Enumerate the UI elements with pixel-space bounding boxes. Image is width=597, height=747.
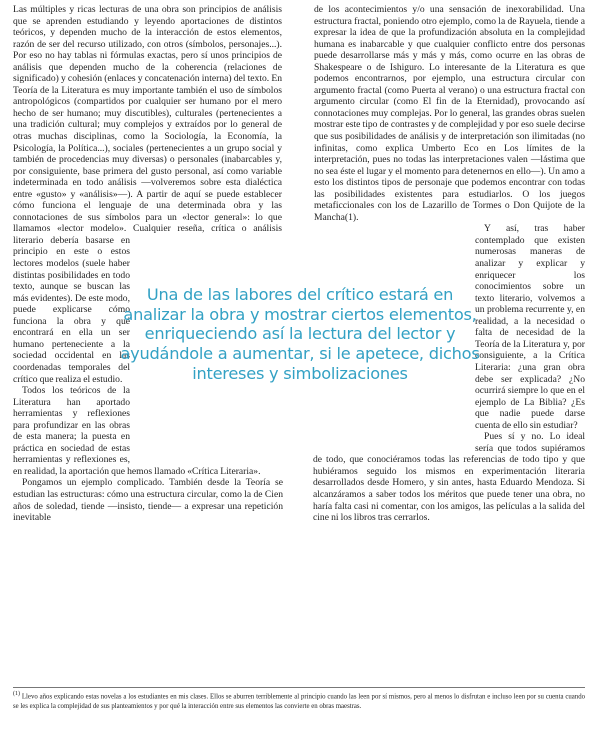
- paragraph: de los acontecimientos y/o una sensación de inexorabilidad. Una estructura fractal, poniendo otro ejemplo, como la de Rayuela, tiende a expresar la idea de que la profundización absoluta en la complejidad humana es inabarcable y que cualquier conflicto entre dos personas puede desarrollarse más y más y más, como ocurre en las obras de Shakespeare o de Ishiguro. Lo interesante de la Literatura es que podemos encontrarnos, por ejemplo, una estructura circular con argumento fractal (como Puerta al verano) o una estructura fractal con argumento circular (como El fin de la Eternidad), provocando así connotaciones muy complejas. Por lo general, las grandes obras suelen mostrar este tipo de contrastes y de complejidad y por eso suele decirse que sus posibilidades de análisis y de interpretación son ilimitadas (no infinitas, como explica Umberto Eco en Los límites de la interpretación, pues no todas las interpretaciones valen —lástima que no sea éste el lugar y el momento para detenernos en ello—). Un amo a esto los distintos tipos de personaje que podemos encontrar con todas las posibilidades existentes para estudiarlos. O los juegos metaficcionales con los de Lazarillo de Tormes o Don Quijote de la Mancha(1).: [314, 4, 585, 223]
- footnote-divider: [13, 687, 585, 688]
- paragraph: Las múltiples y ricas lecturas de una obra son principios de análisis que se aprenden estudiando y leyendo aportaciones de distintos teóricos, y dependen mucho de la interacción de estos elementos, razón de ser del recurso utilizado, con otros (símbolos, personajes...). Por eso no hay tablas ni fórmulas exactas, pero sí unos principios de análisis que dependen mucho de la coherencia (relaciones de significado) y cohesión (enlaces y concatenación interna) del texto. En Teoría de la Literatura es muy importante también el uso de símbolos antropológicos (compartidos por cualquier ser humano por el mero hecho de ser humano; muy discutibles), culturales (pertenecientes a una tradición cultural; muy complejos y extraídos por lo general de otras muchas disciplinas, como la Sociología, la Economía, la Psicología, la Política...), sociales (pertenecientes a un grupo social y también de procedencias muy diversas) o personales (inabarcables y, por consiguiente, base primera del gusto personal, así como variable indeterminada en todo análisis —volveremos sobre esta dialéctica entre «gusto» y «análisis»—). A partir de aquí se puede establecer cómo funciona el lenguaje de una determinada obra y las connotaciones de sus símbolos para un «lector general»: lo que llamamos «lector modelo». Cualquier reseña, crítica o análisis literario debería basarse en principio en este o estos lectores modelos (suele haber distintas posibilidades en todo texto, aunque se buscan las más evidentes). De este modo, puede explicarse cómo funciona la obra y qué encontrará en ella un ser humano perteneciente a la sociedad occidental en las coordenadas temporales del crítico que realiza el estudio.: [13, 4, 282, 385]
- paragraph: Pues sí y no. Lo ideal sería que todos supiéramos de todo, que conociéramos todas las referencias de todo tipo y que hubiéramos seguido los mismos en experimentación literaria desarrollados desde Homero, y sin antes, hasta Eduardo Mendoza. Si alcanzáramos a saber todos los méritos que puede tener una obra, no haría falta casi ni comentar, con los amigos, las películas a la salida del cine ni los libros tras cerrarlos.: [313, 431, 585, 524]
- footnote-text: Llevo años explicando estas novelas a los estudiantes en mis clases. Ellos se aburren terriblemente al principio cuando las leen por sí mismos, pero al menos lo disfrutan e incluso leen por su cuenta cuando se les explica la complejidad de sus planteamientos y por qué la interacción entre sus elementos las convierte en obras maestras.: [13, 693, 585, 710]
- float-guide: [282, 4, 283, 246]
- paragraph: Pongamos un ejemplo complicado. También desde la Teoría se estudian las estructuras: cómo una estructura circular, como la de Cien años de soledad, tiende —insisto, tiende— a expresar una repetición inevitable: [13, 477, 283, 524]
- paragraph: Y así, tras haber contemplado que existen numerosas maneras de analizar y explicar y enriquecer los conocimientos sobre un texto literario, volvemos a un problema recurrente y, en realidad, a la necesidad o falta de necesidad de la Teoría de la Literatura y, por consiguiente, a la Crítica Literaria: ¿una gran obra debe ser explicada? ¿No ocurrirá siempre lo que en el ejemplo de La Biblia? ¿Es que nadie puede darse cuenta de ello sin estudiar?: [475, 223, 585, 431]
- paragraph: Todos los teóricos de la Literatura han aportado herramientas y reflexiones para profundizar en las obras de esta manera; la puesta en práctica en sociedad de estas herramientas y reflexiones es, en realidad, la aportación que hemos llamado «Crítica Literaria».: [13, 385, 261, 477]
- pull-quote: Una de las labores del crítico estará en analizar la obra y mostrar ciertos elementos, enriqueciendo así la lectura del lector y ayudándole a aumentar, si le apetece, dichos intereses y simbolizaciones: [120, 285, 480, 383]
- footnote: [13, 690, 585, 711]
- footnote-marker: (1): [13, 691, 20, 697]
